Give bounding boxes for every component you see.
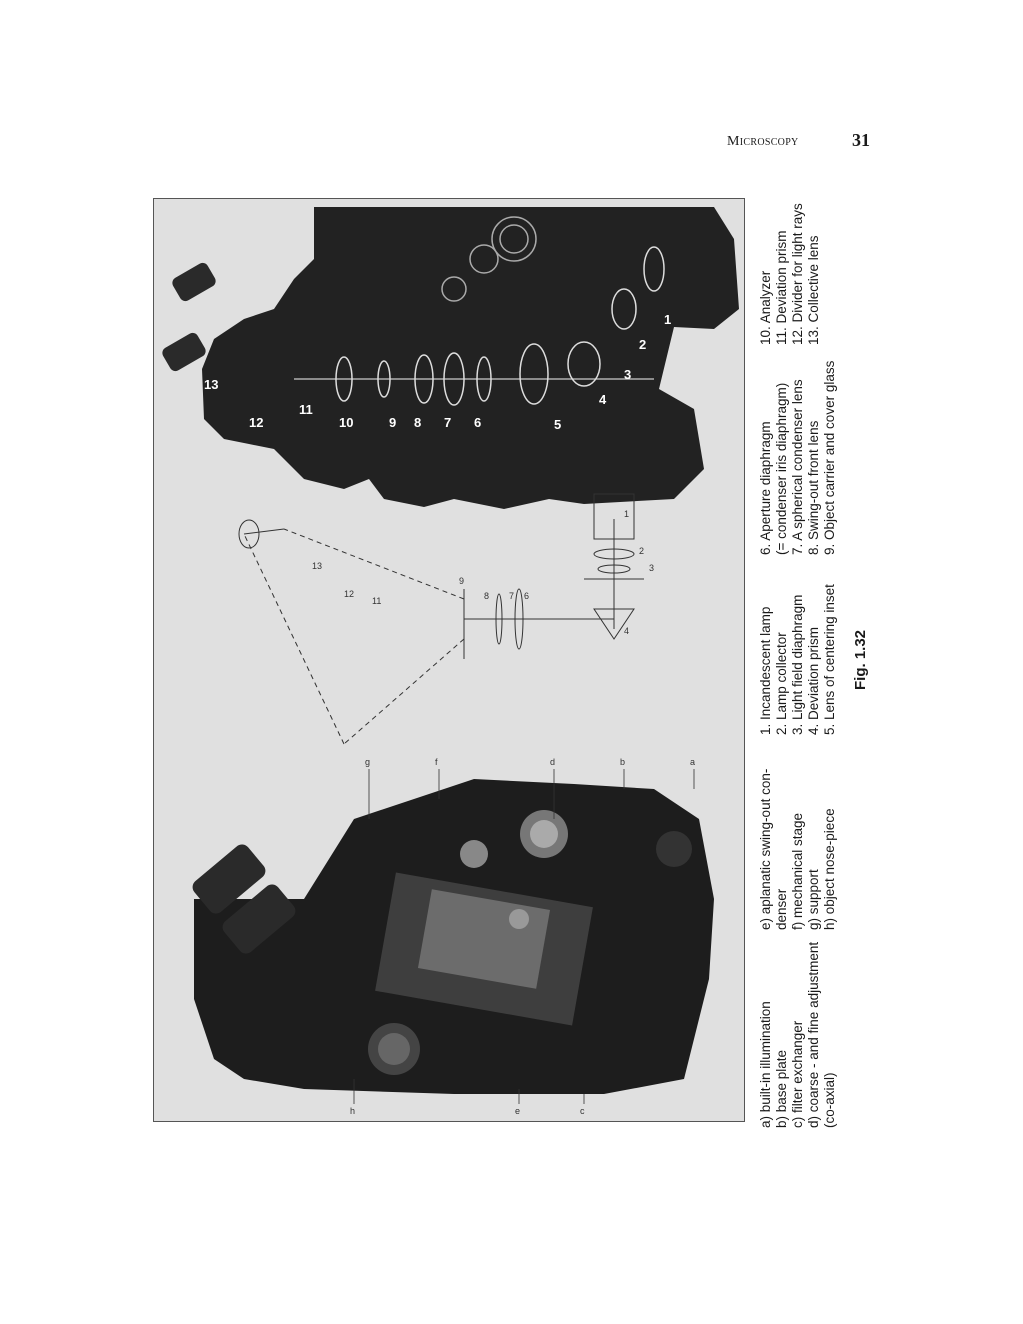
legend-line: c) filter exchanger bbox=[790, 1020, 805, 1128]
figure-panel bbox=[153, 198, 745, 1122]
legend-line: e) aplanatic swing-out con- bbox=[758, 768, 773, 930]
svg-text:12: 12 bbox=[249, 415, 264, 430]
legend-line: 12. Divider for light rays bbox=[790, 203, 805, 345]
legend-line: 6. Aperture diaphragm bbox=[758, 421, 773, 555]
svg-text:h: h bbox=[350, 1106, 356, 1116]
svg-text:6: 6 bbox=[524, 591, 530, 601]
page-number: 31 bbox=[852, 130, 870, 150]
svg-text:1: 1 bbox=[624, 509, 630, 519]
svg-text:13: 13 bbox=[204, 377, 219, 392]
legend-line: a) built-in illumination bbox=[758, 1001, 773, 1128]
legend-line: 7. A spherical condenser lens bbox=[790, 379, 805, 555]
figure-caption: Fig. 1.32 bbox=[852, 629, 869, 690]
svg-text:13: 13 bbox=[312, 561, 323, 571]
microscope-photo bbox=[189, 757, 714, 1116]
svg-text:e: e bbox=[515, 1106, 521, 1116]
legend-line: 10. Analyzer bbox=[758, 270, 773, 345]
svg-text:4: 4 bbox=[624, 626, 630, 636]
legend-line: d) coarse - and fine adjustment bbox=[806, 941, 821, 1128]
svg-text:11: 11 bbox=[372, 596, 382, 606]
svg-text:8: 8 bbox=[484, 591, 490, 601]
svg-text:a: a bbox=[690, 757, 696, 767]
legend-line: 9. Object carrier and cover glass bbox=[822, 360, 837, 555]
legend-line: 4. Deviation prism bbox=[806, 626, 821, 735]
svg-text:d: d bbox=[550, 757, 556, 767]
svg-text:3: 3 bbox=[649, 563, 655, 573]
svg-text:5: 5 bbox=[554, 417, 562, 432]
optical-path-diagram bbox=[239, 494, 654, 744]
legend-line: 8. Swing-out front lens bbox=[806, 420, 821, 555]
svg-text:10: 10 bbox=[339, 415, 354, 430]
legend-line: 13. Collective lens bbox=[806, 235, 821, 345]
svg-text:4: 4 bbox=[599, 392, 607, 407]
legend-line: h) object nose-piece bbox=[822, 808, 837, 930]
svg-text:12: 12 bbox=[344, 589, 355, 599]
legend-line: 5. Lens of centering inset bbox=[822, 584, 837, 735]
svg-text:f: f bbox=[435, 757, 438, 767]
legend-line: denser bbox=[774, 888, 789, 930]
legend-line: (= condenser iris diaphragm) bbox=[774, 382, 789, 555]
svg-text:11: 11 bbox=[299, 402, 313, 417]
svg-text:9: 9 bbox=[389, 415, 397, 430]
legend-line: 1. Incandescent lamp bbox=[758, 606, 773, 735]
legend-numbers-col3 bbox=[758, 0, 822, 345]
legend-line: 11. Deviation prism bbox=[774, 230, 789, 345]
legend-line: (co-axial) bbox=[822, 1072, 837, 1128]
svg-text:3: 3 bbox=[624, 367, 632, 382]
cutaway-microscope bbox=[160, 207, 739, 509]
legend-line: g) support bbox=[806, 869, 821, 930]
legend-line: 3. Light field diaphragm bbox=[790, 594, 805, 735]
legend-line: b) base plate bbox=[774, 1049, 789, 1128]
svg-text:c: c bbox=[580, 1106, 585, 1116]
running-head-section: Microscopy bbox=[727, 134, 799, 149]
svg-text:2: 2 bbox=[639, 337, 647, 352]
legend-line: f) mechanical stage bbox=[790, 812, 805, 930]
svg-text:g: g bbox=[365, 757, 371, 767]
svg-text:6: 6 bbox=[474, 415, 482, 430]
figure-illustration bbox=[154, 199, 744, 1121]
svg-text:b: b bbox=[620, 757, 626, 767]
svg-text:1: 1 bbox=[664, 312, 672, 327]
svg-text:7: 7 bbox=[444, 415, 452, 430]
legend-line: 2. Lamp collector bbox=[774, 632, 789, 735]
svg-text:9: 9 bbox=[459, 576, 465, 586]
svg-text:7: 7 bbox=[509, 591, 515, 601]
svg-text:8: 8 bbox=[414, 415, 422, 430]
svg-text:2: 2 bbox=[639, 546, 645, 556]
